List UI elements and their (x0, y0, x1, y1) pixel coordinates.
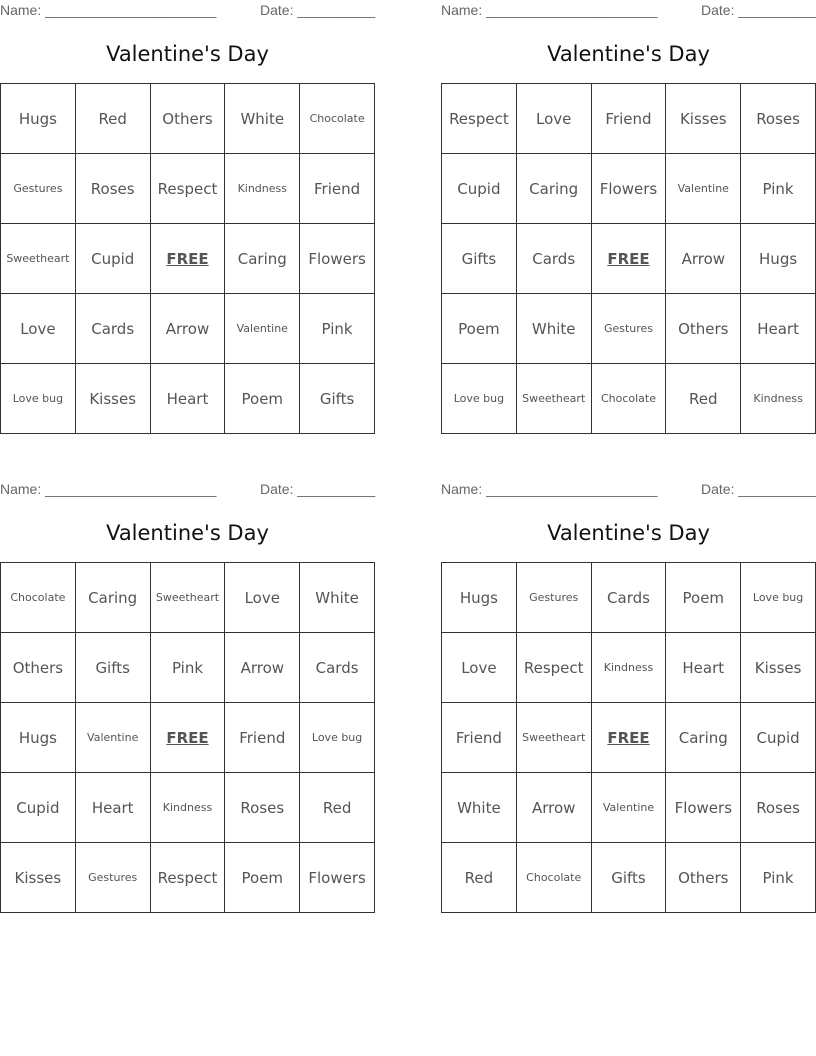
bingo-cell: Cupid (442, 154, 517, 224)
bingo-card-2 (441, 0, 816, 430)
bingo-cell: Flowers (300, 843, 375, 913)
bingo-cell: Kisses (741, 633, 816, 703)
bingo-cell: Kisses (75, 364, 150, 434)
date-field-label: Date: __________ (701, 2, 816, 18)
bingo-row (442, 224, 816, 294)
bingo-cell: Roses (741, 773, 816, 843)
date-field-label: Date: __________ (701, 481, 816, 497)
bingo-cell: Respect (516, 633, 591, 703)
bingo-cell: Heart (741, 294, 816, 364)
bingo-cell: Gestures (516, 563, 591, 633)
bingo-cell: Love bug (1, 364, 76, 434)
bingo-cell: Cards (516, 224, 591, 294)
bingo-grid (0, 83, 375, 434)
bingo-cell: Friend (300, 154, 375, 224)
bingo-cell: Respect (442, 84, 517, 154)
bingo-cell: Gifts (442, 224, 517, 294)
bingo-cell: Gestures (75, 843, 150, 913)
bingo-cell: Others (666, 294, 741, 364)
bingo-cell: Sweetheart (516, 364, 591, 434)
free-space-cell: FREE (591, 703, 666, 773)
name-field-label: Name: ______________________ (0, 481, 217, 497)
card-header (0, 2, 375, 20)
bingo-cell: Love bug (741, 563, 816, 633)
bingo-cell: Poem (666, 563, 741, 633)
bingo-cell: Friend (442, 703, 517, 773)
bingo-cell: Kisses (1, 843, 76, 913)
bingo-cell: Chocolate (1, 563, 76, 633)
bingo-row (442, 563, 816, 633)
bingo-cell: Poem (225, 843, 300, 913)
bingo-cell: Gestures (591, 294, 666, 364)
bingo-cell: Cards (591, 563, 666, 633)
card-title: Valentine's Day (106, 521, 269, 545)
bingo-cell: Kindness (225, 154, 300, 224)
bingo-grid (441, 562, 816, 913)
bingo-cell: Chocolate (591, 364, 666, 434)
bingo-cell: Cupid (1, 773, 76, 843)
card-header (0, 481, 375, 499)
bingo-cell: Respect (150, 843, 225, 913)
card-header (441, 2, 816, 20)
bingo-cell: Friend (225, 703, 300, 773)
bingo-row (1, 84, 375, 154)
bingo-row (442, 773, 816, 843)
bingo-cell: Poem (442, 294, 517, 364)
bingo-cell: Roses (741, 84, 816, 154)
bingo-cell: Flowers (300, 224, 375, 294)
bingo-cell: Cards (75, 294, 150, 364)
bingo-cell: White (442, 773, 517, 843)
bingo-row (442, 703, 816, 773)
bingo-card-4 (441, 479, 816, 909)
bingo-cell: White (516, 294, 591, 364)
bingo-row (1, 294, 375, 364)
bingo-cell: Hugs (741, 224, 816, 294)
bingo-cell: Cupid (75, 224, 150, 294)
bingo-cell: Arrow (225, 633, 300, 703)
bingo-cell: Pink (741, 843, 816, 913)
bingo-row (442, 154, 816, 224)
bingo-cell: Others (1, 633, 76, 703)
bingo-cell: Gestures (1, 154, 76, 224)
bingo-cell: Red (442, 843, 517, 913)
bingo-cell: Heart (150, 364, 225, 434)
bingo-row (1, 364, 375, 434)
bingo-cell: Kindness (150, 773, 225, 843)
bingo-row (442, 364, 816, 434)
bingo-grid (441, 83, 816, 434)
bingo-row (1, 563, 375, 633)
bingo-cell: Love bug (300, 703, 375, 773)
bingo-cell: Caring (666, 703, 741, 773)
card-title: Valentine's Day (106, 42, 269, 66)
card-header (441, 481, 816, 499)
bingo-cell: Red (666, 364, 741, 434)
bingo-cell: Roses (225, 773, 300, 843)
bingo-cell: Chocolate (516, 843, 591, 913)
bingo-cell: Valentine (591, 773, 666, 843)
bingo-cell: Love (516, 84, 591, 154)
free-space-cell: FREE (150, 224, 225, 294)
bingo-cell: Caring (75, 563, 150, 633)
bingo-cell: Love (442, 633, 517, 703)
bingo-cell: Cupid (741, 703, 816, 773)
bingo-card-1 (0, 0, 375, 430)
bingo-cell: Arrow (150, 294, 225, 364)
bingo-cell: White (300, 563, 375, 633)
bingo-cell: Heart (666, 633, 741, 703)
bingo-cell: Gifts (300, 364, 375, 434)
bingo-cell: Roses (75, 154, 150, 224)
bingo-cell: Hugs (1, 703, 76, 773)
bingo-cell: Arrow (666, 224, 741, 294)
bingo-cell: Red (75, 84, 150, 154)
bingo-cell: Arrow (516, 773, 591, 843)
bingo-cell: Valentine (666, 154, 741, 224)
bingo-cell: Chocolate (300, 84, 375, 154)
card-title: Valentine's Day (547, 42, 710, 66)
bingo-cell: Friend (591, 84, 666, 154)
date-field-label: Date: __________ (260, 481, 376, 497)
bingo-row (1, 224, 375, 294)
bingo-cell: Sweetheart (150, 563, 225, 633)
card-title: Valentine's Day (547, 521, 710, 545)
date-field-label: Date: __________ (260, 2, 376, 18)
bingo-row (442, 633, 816, 703)
name-field-label: Name: ______________________ (441, 2, 658, 18)
bingo-row (1, 773, 375, 843)
bingo-cell: Caring (516, 154, 591, 224)
bingo-cell: Respect (150, 154, 225, 224)
bingo-cell: Red (300, 773, 375, 843)
bingo-row (442, 843, 816, 913)
bingo-cell: Kisses (666, 84, 741, 154)
free-space-cell: FREE (150, 703, 225, 773)
bingo-cell: Pink (150, 633, 225, 703)
bingo-cell: White (225, 84, 300, 154)
bingo-cell: Valentine (75, 703, 150, 773)
bingo-cell: Hugs (1, 84, 76, 154)
bingo-cell: Cards (300, 633, 375, 703)
bingo-cell: Flowers (591, 154, 666, 224)
bingo-cell: Love (225, 563, 300, 633)
bingo-cell: Hugs (442, 563, 517, 633)
bingo-cell: Sweetheart (516, 703, 591, 773)
bingo-cell: Love bug (442, 364, 517, 434)
free-space-cell: FREE (591, 224, 666, 294)
bingo-cell: Sweetheart (1, 224, 76, 294)
bingo-cell: Valentine (225, 294, 300, 364)
bingo-row (1, 843, 375, 913)
bingo-row (1, 633, 375, 703)
bingo-row (442, 294, 816, 364)
bingo-cell: Heart (75, 773, 150, 843)
bingo-cell: Caring (225, 224, 300, 294)
bingo-cell: Love (1, 294, 76, 364)
bingo-cell: Others (666, 843, 741, 913)
bingo-card-3 (0, 479, 375, 909)
name-field-label: Name: ______________________ (441, 481, 658, 497)
bingo-cell: Flowers (666, 773, 741, 843)
bingo-cell: Poem (225, 364, 300, 434)
bingo-row (1, 154, 375, 224)
bingo-cell: Kindness (741, 364, 816, 434)
bingo-grid (0, 562, 375, 913)
bingo-cell: Pink (741, 154, 816, 224)
bingo-cell: Others (150, 84, 225, 154)
name-field-label: Name: ______________________ (0, 2, 217, 18)
bingo-cell: Pink (300, 294, 375, 364)
bingo-cell: Gifts (75, 633, 150, 703)
bingo-row (1, 703, 375, 773)
bingo-cell: Kindness (591, 633, 666, 703)
bingo-cell: Gifts (591, 843, 666, 913)
bingo-row (442, 84, 816, 154)
